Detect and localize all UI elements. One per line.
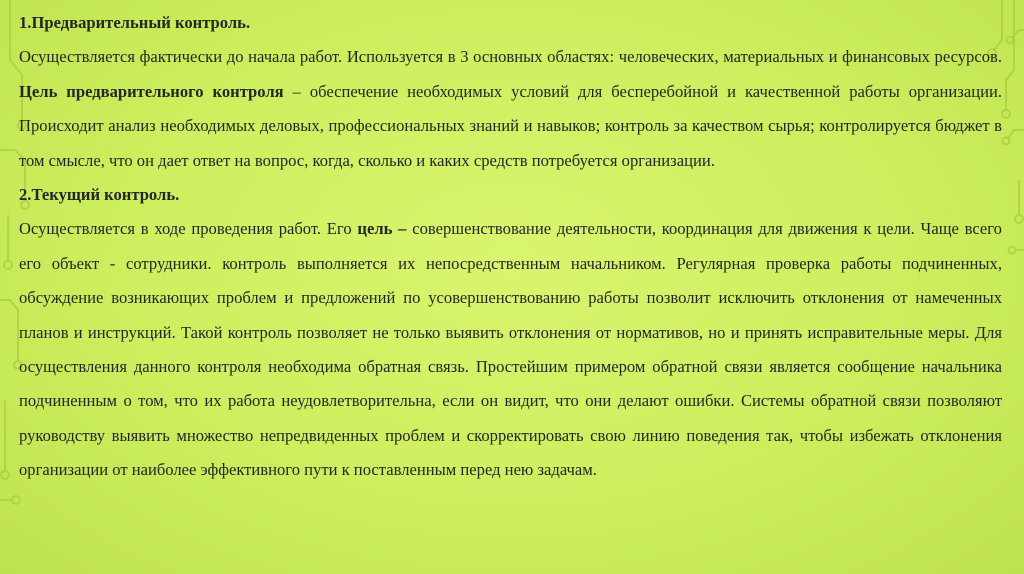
body-text: совершенствование деятельности, координация для движения к цели. Чаще всего его объект - сотрудники. контроль выполняется их непосредственным начальником. Регулярная проверка работы подчиненных, обсуждение возникающих проблем и предложений по усовершенствованию работы позволит исключить отклонения от намеченных планов и инструкций. Такой контроль позволяет не только выявить отклонения от нормативов, но и принять исправительные меры. Для осуществления данного контроля необходима обратная связь. Простейшим примером обратной связи является сообщение начальника подчиненным о том, что их работа неудовлетворительна, если он видит, что они делают ошибки. Системы обратной связи позволяют руководству выявить множество непредвиденных проблем и скорректировать свою линию поведения так, чтобы избежать отклонения организации от наиболее эффективного пути к поставленным перед нею задачам. <box>19 219 1002 480</box>
body-text: Осуществляется в ходе проведения работ. Его <box>19 219 358 239</box>
section-heading-preliminary: 1.Предварительный контроль. <box>19 13 251 32</box>
slide-content <box>19 6 1002 488</box>
body-bold-text: Цель предварительного контроля <box>19 81 284 101</box>
section-body-preliminary <box>19 40 1002 178</box>
body-bold-text: цель – <box>357 219 407 239</box>
body-text: Осуществляется фактически до начала работ. Используется в 3 основных областях: человеческих, материальных и финансовых ресурсов. <box>19 47 1002 67</box>
section-heading-current: 2.Текущий контроль. <box>19 185 180 205</box>
body-text: – обеспечение необходимых условий для бесперебойной и качественной работы организации. Происходит анализ необходимых деловых, профессиональных знаний и навыков; контроль за качеством сырья; контролируется бюджет в том смысле, что он дает ответ на вопрос, когда, сколько и каких средств потребуется организации. <box>19 81 1002 170</box>
section-body-current <box>19 212 1002 487</box>
